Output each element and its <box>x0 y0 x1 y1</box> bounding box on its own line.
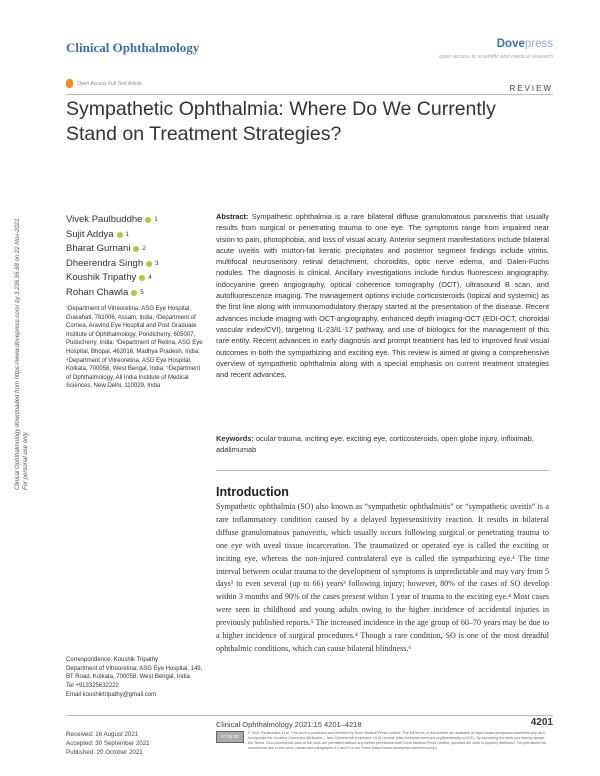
header-divider <box>66 94 553 95</box>
creative-commons-badge-icon[interactable]: cc by nc <box>216 731 244 743</box>
author-affil-number: 4 <box>148 275 152 281</box>
orcid-icon[interactable] <box>131 290 137 296</box>
author-affil-number: 5 <box>140 289 144 296</box>
accepted-date: Accepted: 30 September 2021 <box>66 740 150 747</box>
orcid-icon[interactable] <box>133 246 139 252</box>
author-affil-number: 3 <box>155 260 159 267</box>
keywords <box>216 433 549 456</box>
author-list <box>66 213 158 300</box>
author[interactable] <box>66 286 158 301</box>
orcid-icon[interactable] <box>146 261 152 267</box>
download-note-line1: Clinical Ophthalmology downloaded from https://www.dovepress.com/ by 3.236.95.68 on 22-Nov-2021 <box>15 218 21 490</box>
author[interactable] <box>66 271 158 286</box>
author[interactable] <box>66 242 158 257</box>
author-affil-number: 2 <box>142 246 146 252</box>
abstract <box>216 211 549 380</box>
abstract-divider <box>216 470 549 471</box>
section-heading: Introduction <box>216 485 289 499</box>
page-number: 4201 <box>530 717 553 728</box>
author[interactable] <box>66 213 158 228</box>
open-access-icon <box>66 79 73 88</box>
publisher-name-bold: Dove <box>496 38 525 50</box>
author-name: Dheerendra Singh <box>66 257 144 269</box>
author-name: Bharat Gurnani <box>66 243 131 254</box>
author-name: Vivek Paulbuddhe <box>66 214 143 225</box>
license <box>216 731 549 751</box>
abstract-label: Abstract: <box>216 212 249 221</box>
article-title: Sympathetic Ophthalmia: Where Do We Currently Stand on Treatment Strategies? <box>66 98 496 145</box>
author[interactable] <box>66 228 158 243</box>
author-name: Koushik Tripathy <box>66 272 137 283</box>
published-date: Published: 20 October 2021 <box>66 749 143 756</box>
publisher-tagline: open access to scientific and medical research <box>439 54 553 60</box>
footer-citation[interactable]: Clinical Ophthalmology 2021:15 4201–4218 <box>216 720 362 729</box>
footer-divider <box>66 715 553 716</box>
keywords-text: ocular trauma, inciting eye, exciting eye, corticosteroids, open globe injury, infliximab, adalimumab <box>216 434 534 455</box>
download-note-line2: For personal use only. <box>23 431 29 490</box>
correspondence: Correspondence: Koushik Tripathy Department of Vitreoretina, ASG Eye Hospital, 149, BT Road, Kolkata, 700058, West Bengal, India Tel +913325632222 Email koushiktripathy@gmail.com <box>66 657 203 698</box>
publisher-name-light: press <box>524 38 553 50</box>
orcid-icon[interactable] <box>117 232 123 238</box>
orcid-icon[interactable] <box>145 217 151 223</box>
keywords-label: Keywords: <box>216 434 254 443</box>
article-dates <box>66 730 150 757</box>
affiliations: ¹Department of Vitreoretina, ASG Eye Hospital, Guwahati, 781006, Assam, India; ²Department of Cornea, Aravind Eye Hospital and Post Graduate Institute of Ophthalmology, Pondicherry, 605007, Puducherry, India; ³Department of Retina, ASG Eye Hospital, Bhopal, 462016, Madhya Pradesh, India; ⁴Department of Vitreoretina, ASG Eye Hospital, Kolkata, 700058, West Bengal, India; ⁵Department of Ophthalmology, All India Institute of Medical Sciences, New Delhi, 110029, India <box>66 306 203 390</box>
author-name: Rohan Chawla <box>66 286 129 298</box>
article-type: REVIEW <box>509 84 553 93</box>
license-text: © 2021 Paulbuddhe et al. This work is published and licensed by Dove Medical Press Limited. The full terms of this license are available at https://www.dovepress.com/terms.php and incorporate the Creative Commons Attribution – Non Commercial (unported, v3.0) License (http://creativecommons.org/licenses/by-nc/3.0/). By accessing the work you hereby accept the Terms. Non-commercial uses of the work are permitted without any further permission from Dove Medical Press Limited, provided the work is properly attributed. For permission for commercial use of this work, please see paragraphs 4.2 and 5 of our Terms (https://www.dovepress.com/terms.php). <box>248 731 547 750</box>
download-note <box>4 160 30 490</box>
open-access-text: Open Access Full Text Article <box>77 80 142 87</box>
author-name: Sujit Addya <box>66 228 114 240</box>
introduction-text: Sympathetic ophthalmia (SO) also known as “sympathetic ophthalmitis” or “sympathetic uveitis” is a rare inflammatory condition caused by a delayed hypersensitivity reaction. It results in bilateral diffuse granulomatous panuveitis, which usually occurs following surgical or penetrating trauma to one eye with uveal tissue incarceration. The traumatized or operated eye is called the exciting or inciting eye, whereas the non-injured contralateral eye is called the sympathizing eye.¹ The time interval between ocular trauma to the development of symptoms is unpredictable and may vary from 5 days² to even several (up to 66) years³ following injury; however, 80% of the cases of SO develop within 3 months and 90% of the cases present within 1 year of trauma to the exciting eye.⁴ Most cases were seen in childhood and young adults owing to the higher incidence of accidental injuries in previously published reports.⁵ The increased incidence in the age group of 60–70 years may be due to a higher incidence of surgical procedures.⁴ Though a rare condition, SO is one of the most dreadful ophthalmic conditions, which can cause bilateral blindness.⁶ <box>216 502 549 653</box>
open-access-label <box>66 79 142 88</box>
author-affil-number: 1 <box>125 231 129 238</box>
orcid-icon[interactable] <box>139 275 145 281</box>
publisher-logo[interactable] <box>497 38 553 50</box>
received-date: Received: 16 August 2021 <box>66 731 139 738</box>
journal-name: Clinical Ophthalmology <box>66 40 200 55</box>
author-affil-number: 1 <box>154 217 158 223</box>
author[interactable] <box>66 257 158 272</box>
abstract-text: Sympathetic ophthalmia is a rare bilateral diffuse granulomatous panuveitis that usually results from surgical or penetrating trauma to one eye. The symptoms range from impaired near vision to pain, photophobia, and loss of visual acuity. Anterior segment manifestations include bilateral acute uveitis with mutton-fat keratic precipitates and posterior segment findings include vitritis, multifocal neurosensory retinal detachment, choroiditis, optic nerve edema, and Dalen-Fuchs nodules. The diagnosis is clinical. Ancillary investigations include fundus fluorescein angiography, indocyanine green angiography, optical coherence tomography (OCT), ultrasound B scan, and autofluorescence imaging. The management options include corticosteroids (topical and systemic) as the first line along with immunomodulatory therapy started at the presentation of the disease. Recent advances include imaging with OCT-angiography, enhanced depth imaging-OCT (EDI-OCT, choroidal vascular index/CVI), targeting IL-23/IL-17 pathway, and use of biologics for the management of this rare entity. Recent advances in early diagnosis and prompt treatment has led to improved final visual outcomes in both the sympathizing and exciting eye. This review is aimed at giving a comprehensive overview of sympathetic ophthalmia along with a special emphasis on current treatment strategies and recent advances. <box>216 212 549 380</box>
